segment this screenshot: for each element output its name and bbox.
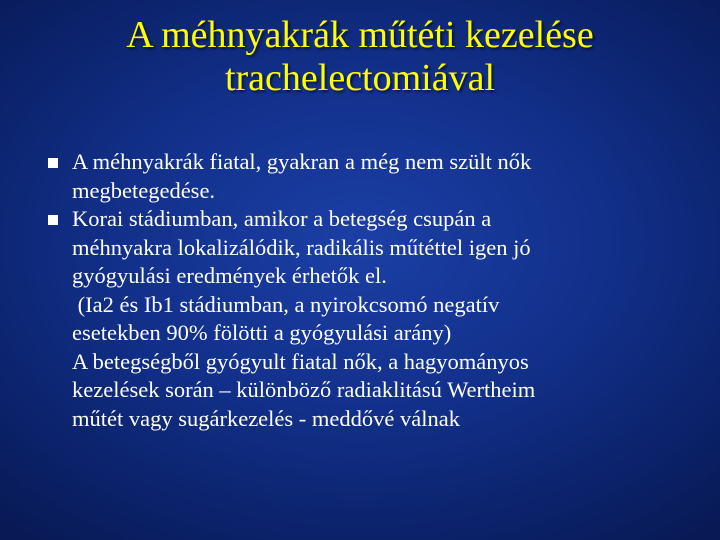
bullet-text-line: méhnyakra lokalizálódik, radikális műtéttel igen jó bbox=[72, 234, 531, 260]
bullet-text-line: gyógyulási eredmények érhetők el. bbox=[72, 263, 387, 288]
bullet-text-line: műtét vagy sugárkezelés - meddővé válnak bbox=[72, 405, 460, 431]
bullet-text-line: A betegségből gyógyult fiatal nők, a hagyományos bbox=[72, 348, 529, 374]
bullet-text-line: A méhnyakrák fiatal, gyakran a még nem szült nők bbox=[72, 149, 532, 174]
square-bullet-icon bbox=[48, 215, 58, 225]
title-line: A méhnyakrák műtéti kezelése bbox=[126, 14, 594, 56]
slide-title bbox=[20, 14, 700, 100]
title-line: trachelectomiával bbox=[224, 57, 496, 99]
bullet-text-line: esetekben 90% fölötti a gyógyulási arány) bbox=[72, 320, 452, 345]
bullet-text-line: megbetegedése. bbox=[72, 177, 216, 203]
bullet-text-line: (Ia2 és Ib1 stádiumban, a nyirokcsomó negatív bbox=[72, 291, 500, 317]
bullet-item bbox=[48, 148, 688, 205]
slide-body bbox=[48, 148, 688, 433]
bullet-text-line: Korai stádiumban, amikor a betegség csupán a bbox=[72, 206, 492, 231]
bullet-item bbox=[48, 205, 688, 433]
bullet-text-line: kezelések során – különböző radiaklitású Wertheim bbox=[72, 377, 536, 402]
square-bullet-icon bbox=[48, 158, 58, 168]
